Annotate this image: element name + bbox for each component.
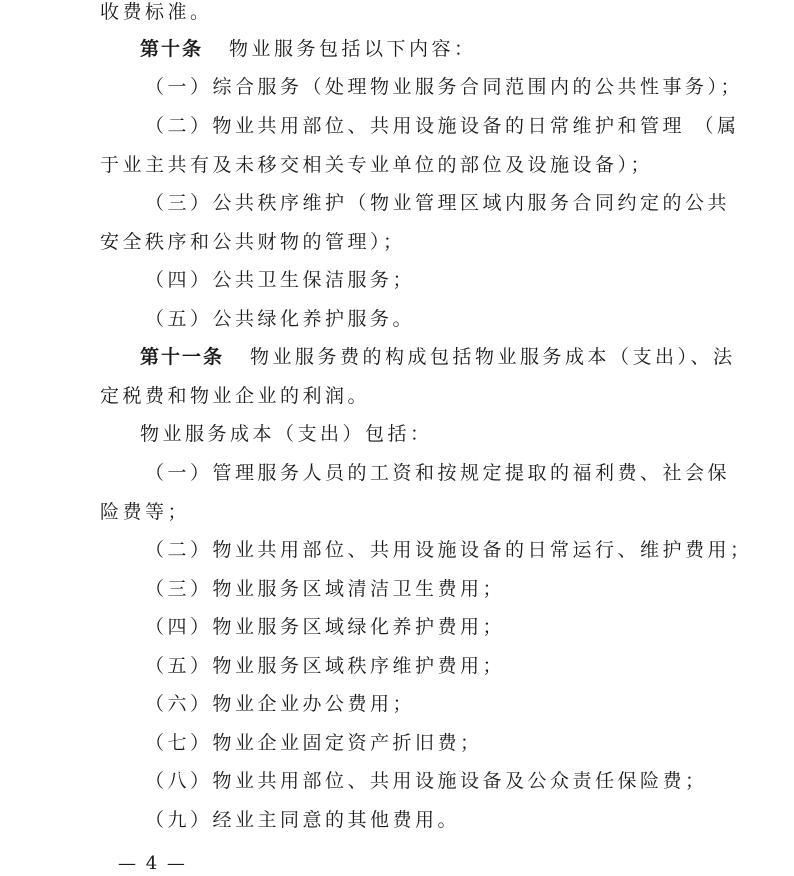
list-item: （五）物业服务区域秩序维护费用； [145, 655, 506, 677]
article-heading: 第十一条 [140, 346, 225, 368]
list-item: （七）物业企业固定资产折旧费； [145, 732, 483, 754]
text-line: 安全秩序和公共财物的管理）； [100, 231, 406, 253]
list-item: （八）物业共用部位、共用设施设备及公众责任保险费； [145, 770, 708, 792]
article-11-line [140, 345, 736, 369]
article-text: 物业服务费的构成包括物业服务成本（支出）、法 [250, 346, 736, 368]
list-item: （六）物业企业办公费用； [145, 693, 416, 715]
list-item: （三）公共秩序维护（物业管理区域内服务合同约定的公共 [145, 192, 731, 214]
list-item: （一）综合服务（处理物业服务合同范围内的公共性事务）； [145, 76, 744, 98]
list-item: （二）物业共用部位、共用设施设备的日常维护和管理 （属 [145, 115, 740, 137]
article-text: 物业服务包括以下内容： [229, 38, 477, 60]
text-line: 收费标准。 [100, 1, 213, 23]
article-heading: 第十条 [140, 38, 204, 60]
list-item: （五）公共绿化养护服务。 [145, 308, 416, 330]
text-line: 于业主共有及未移交相关专业单位的部位及设施设备）； [100, 154, 654, 176]
list-item: （三）物业服务区域清洁卫生费用； [145, 578, 506, 600]
article-10-line [140, 37, 477, 61]
page-number: — 4 — [118, 853, 187, 874]
list-item: （四）物业服务区域绿化养护费用； [145, 616, 506, 638]
text-line: 物业服务成本（支出）包括： [140, 423, 433, 445]
text-line: 定税费和物业企业的利润。 [100, 385, 371, 407]
list-item: （二）物业共用部位、共用设施设备的日常运行、维护费用； [145, 539, 753, 561]
list-item: （四）公共卫生保洁服务； [145, 269, 416, 291]
list-item: （一）管理服务人员的工资和按规定提取的福利费、社会保 [145, 462, 731, 484]
text-line: 险费等； [100, 501, 191, 523]
list-item: （九）经业主同意的其他费用。 [145, 809, 461, 831]
